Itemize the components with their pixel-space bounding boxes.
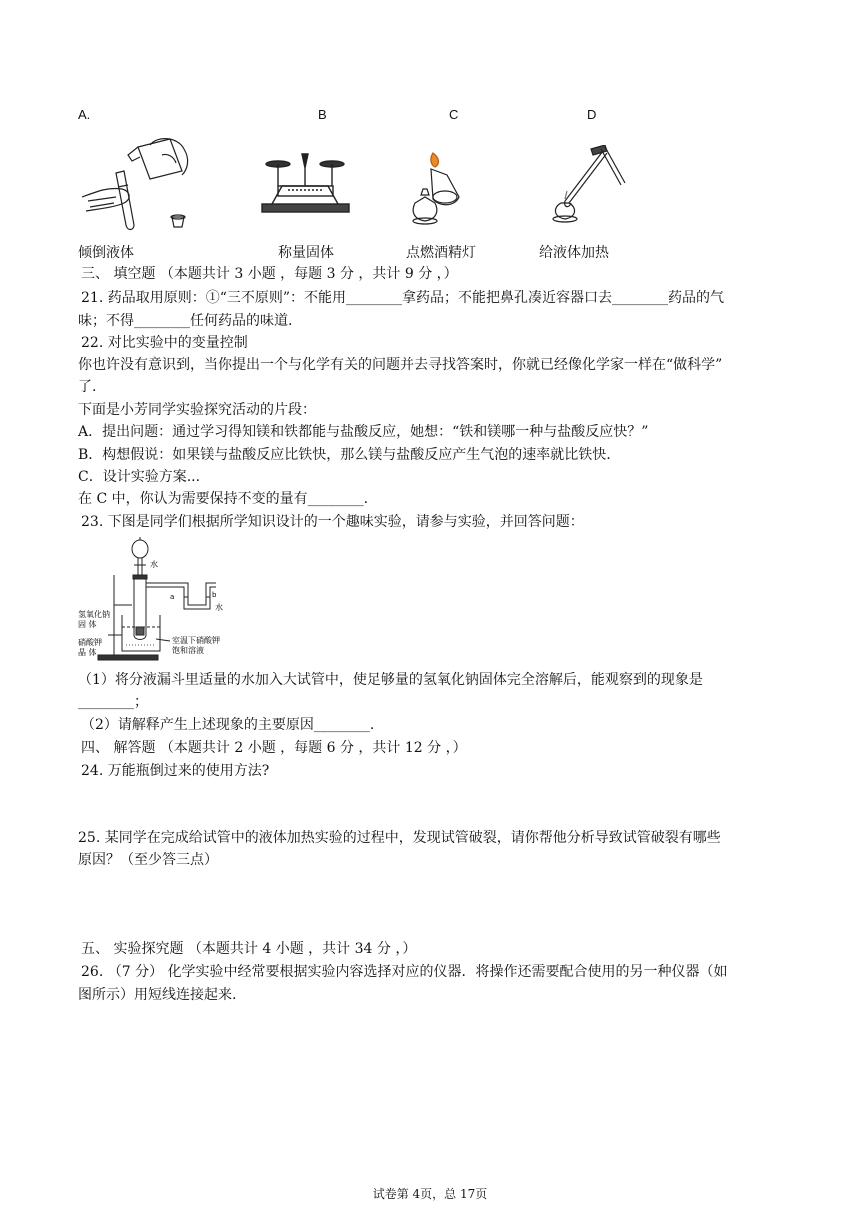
q23-label-saturated-2: 饱和溶液 xyxy=(172,646,204,655)
q23-label-b: b xyxy=(212,591,217,599)
q22-paragraph1: 你也许没有意识到，当你提出一个与化学有关的问题并去寻找答案时，你就已经像化学家一样在“做科学” xyxy=(78,357,723,373)
q22-question: 在 C 中，你认为需要保持不变的量有________. xyxy=(78,491,369,507)
q21-line2: 味；不得________任何药品的味道. xyxy=(78,313,293,329)
q23-sub2: （2）请解释产生上述现象的主要原因________. xyxy=(81,717,375,733)
section4-heading: 四、 解答题 （本题共计 2 小题 ，每题 6 分 ，共计 12 分 ，） xyxy=(81,740,467,756)
option-a-caption: 倾倒液体 xyxy=(78,245,134,261)
option-d-letter: D xyxy=(587,107,597,122)
q26-line2: 图所示）用短线连接起来. xyxy=(78,987,237,1003)
option-b-caption: 称量固体 xyxy=(278,245,334,261)
page-footer: 试卷第 4页，总 17页 xyxy=(372,1187,488,1201)
q23-apparatus-figure xyxy=(78,535,268,665)
q22-title: 22. 对比实验中的变量控制 xyxy=(81,335,248,351)
option-c-letter: C xyxy=(449,107,459,122)
q23-label-kno3-1: 硝酸钾 xyxy=(78,638,102,647)
q21-line1: 21. 药品取用原则：①“三不原则”：不能用________拿药品；不能把鼻孔凑近容器口去________药品的气 xyxy=(81,290,725,306)
q22-step-c: C．设计实验方案... xyxy=(78,469,201,485)
q23-label-a: a xyxy=(170,593,175,601)
option-d-caption: 给液体加热 xyxy=(539,245,609,261)
option-b-letter: B xyxy=(318,107,327,122)
balance-figure xyxy=(258,150,353,215)
q23-label-naoh-2: 固 体 xyxy=(78,620,97,629)
q22-paragraph2: 下面是小芳同学实验探究活动的片段： xyxy=(78,402,316,418)
alcohol-lamp-lighting-figure xyxy=(405,145,475,225)
q23-label-water-right: 水 xyxy=(215,603,223,612)
q23-sub1-line2: ________； xyxy=(78,694,148,710)
heating-liquid-figure xyxy=(545,145,630,225)
q23-sub1-line1: （1）将分液漏斗里适量的水加入大试管中，使足够量的氢氧化钠固体完全溶解后，能观察到的现象是 xyxy=(78,672,703,688)
q23-label-kno3-2: 晶 体 xyxy=(78,648,97,657)
section5-heading: 五、 实验探究题 （本题共计 4 小题 ，共计 34 分 ，） xyxy=(81,941,417,957)
q24-text: 24. 万能瓶倒过来的使用方法? xyxy=(81,763,270,779)
q25-line2: 原因？（至少答三点） xyxy=(78,852,218,868)
q22-step-a: A．提出问题：通过学习得知镁和铁都能与盐酸反应，她想：“铁和镁哪一种与盐酸反应快？” xyxy=(78,424,649,440)
pouring-liquid-figure xyxy=(78,135,198,235)
q22-paragraph1-end: 了. xyxy=(78,379,97,395)
q23-label-water-top: 水 xyxy=(150,560,158,569)
q23-stem: 23. 下图是同学们根据所学知识设计的一个趣味实验，请参与实验，并回答问题： xyxy=(81,514,584,530)
option-a-letter: A. xyxy=(78,107,91,122)
q23-label-saturated-1: 室温下硝酸钾 xyxy=(172,636,220,645)
q26-line1: 26. （7 分） 化学实验中经常要根据实验内容选择对应的仪器．将操作还需要配合使用的另一种仪器（如 xyxy=(81,964,728,980)
section3-heading: 三、 填空题 （本题共计 3 小题 ，每题 3 分 ，共计 9 分 ，） xyxy=(81,266,458,282)
q22-step-b: B．构想假说：如果镁与盐酸反应比铁快，那么镁与盐酸反应产生气泡的速率就比铁快. xyxy=(78,447,611,463)
option-c-caption: 点燃酒精灯 xyxy=(406,245,476,261)
q25-line1: 25. 某同学在完成给试管中的液体加热实验的过程中，发现试管破裂，请你帮他分析导致试管破裂有哪些 xyxy=(78,830,721,846)
q23-label-naoh-1: 氢氧化钠 xyxy=(78,610,110,619)
